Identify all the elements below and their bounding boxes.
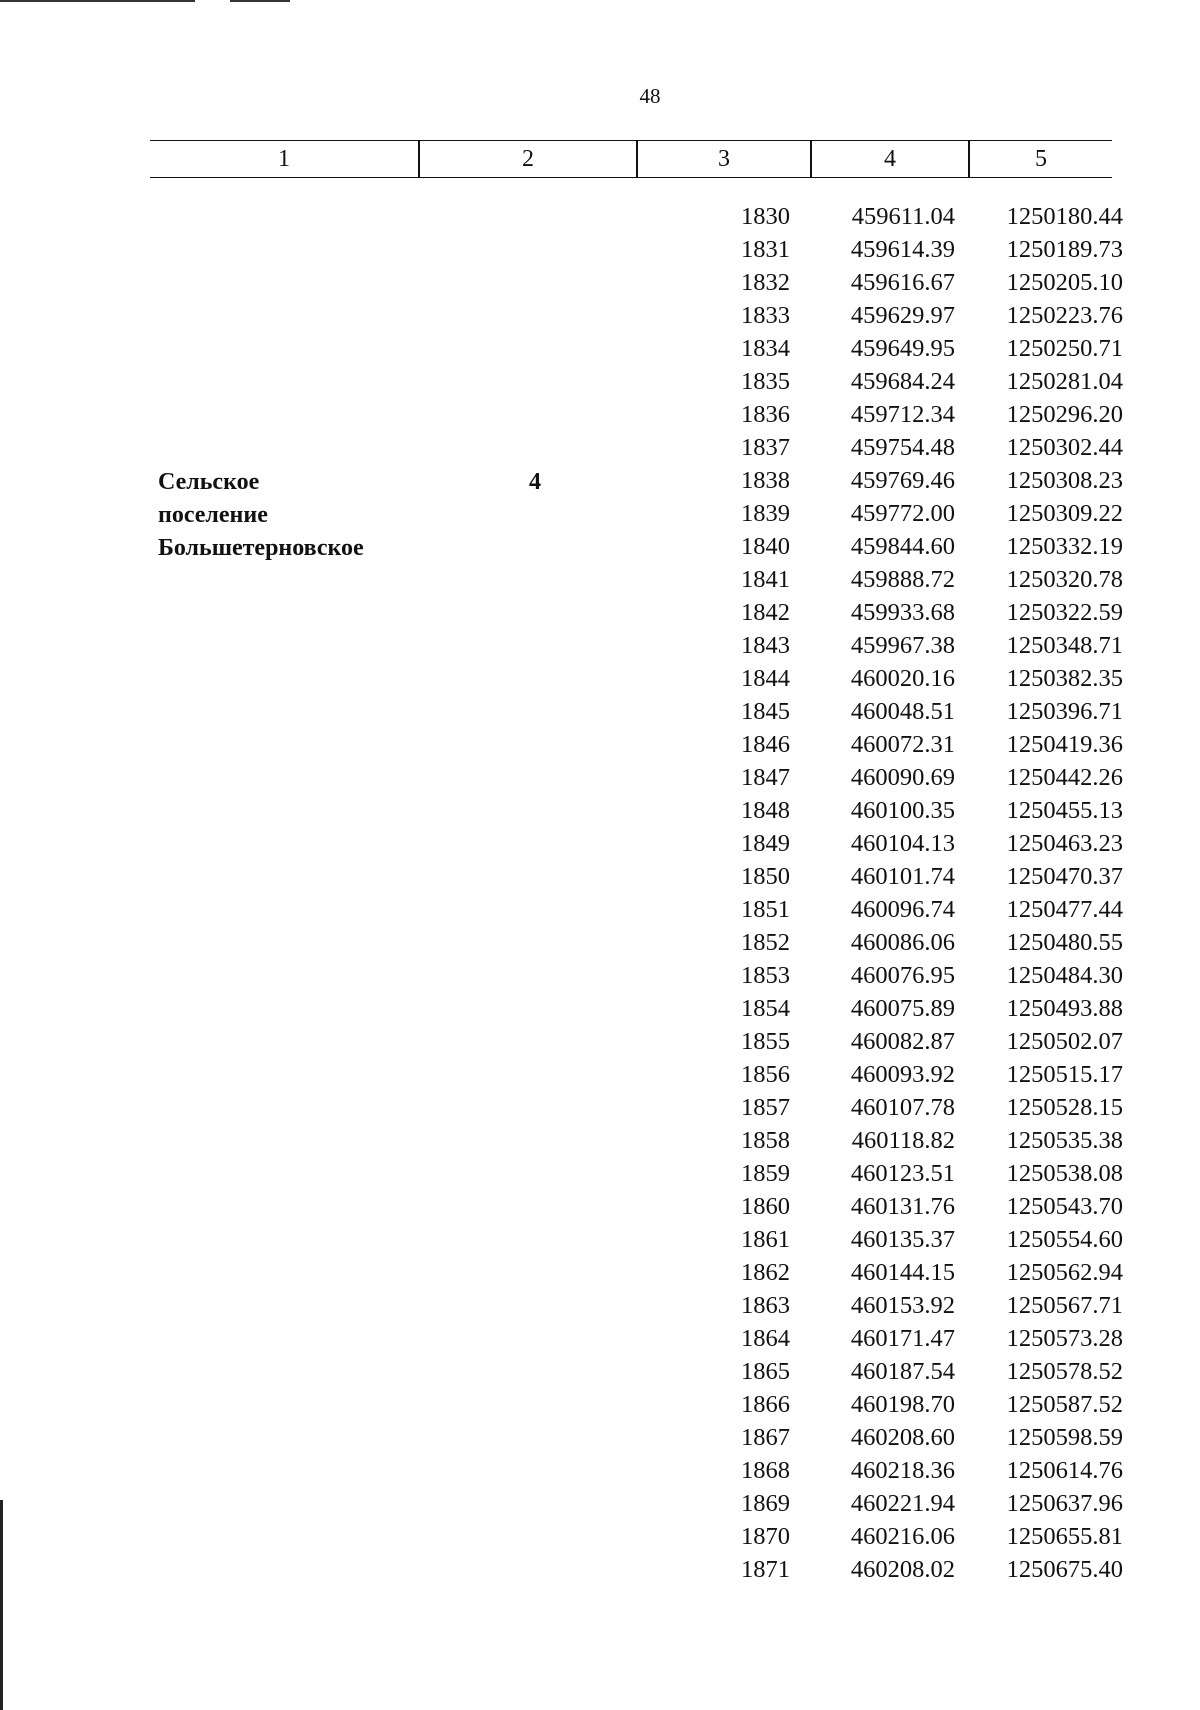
point-number: 1830	[741, 203, 790, 230]
table-row	[0, 629, 1200, 662]
point-number: 1860	[741, 1193, 790, 1220]
y-coordinate: 1250637.96	[1006, 1490, 1123, 1517]
table-row	[0, 893, 1200, 926]
table-row	[0, 728, 1200, 761]
settlement-name-line: Большетерновское	[158, 535, 364, 561]
x-coordinate: 460086.06	[850, 929, 955, 956]
table-row	[0, 1124, 1200, 1157]
header-col-5: 5	[1035, 146, 1047, 172]
table-row	[0, 1553, 1200, 1586]
table-row	[0, 1421, 1200, 1454]
x-coordinate: 460020.16	[850, 665, 955, 692]
x-coordinate: 459769.46	[850, 467, 955, 494]
y-coordinate: 1250484.30	[1006, 962, 1123, 989]
point-number: 1861	[741, 1226, 790, 1253]
y-coordinate: 1250463.23	[1006, 830, 1123, 857]
x-coordinate: 460100.35	[850, 797, 955, 824]
table-row	[0, 1091, 1200, 1124]
table-row	[0, 1256, 1200, 1289]
point-number: 1841	[741, 566, 790, 593]
table-row	[0, 959, 1200, 992]
y-coordinate: 1250309.22	[1006, 500, 1123, 527]
y-coordinate: 1250348.71	[1006, 632, 1123, 659]
point-number: 1846	[741, 731, 790, 758]
point-number: 1850	[741, 863, 790, 890]
point-number: 1851	[741, 896, 790, 923]
x-coordinate: 460208.60	[850, 1424, 955, 1451]
x-coordinate: 460082.87	[850, 1028, 955, 1055]
y-coordinate: 1250332.19	[1006, 533, 1123, 560]
x-coordinate: 459712.34	[850, 401, 955, 428]
header-col-3: 3	[718, 146, 730, 172]
table-row	[0, 431, 1200, 464]
x-coordinate: 460153.92	[850, 1292, 955, 1319]
y-coordinate: 1250223.76	[1006, 302, 1123, 329]
y-coordinate: 1250382.35	[1006, 665, 1123, 692]
x-coordinate: 460076.95	[850, 962, 955, 989]
table-row	[0, 1025, 1200, 1058]
x-coordinate: 460075.89	[850, 995, 955, 1022]
x-coordinate: 460107.78	[850, 1094, 955, 1121]
y-coordinate: 1250614.76	[1006, 1457, 1123, 1484]
point-number: 1865	[741, 1358, 790, 1385]
x-coordinate: 460048.51	[850, 698, 955, 725]
y-coordinate: 1250189.73	[1006, 236, 1123, 263]
point-number: 1864	[741, 1325, 790, 1352]
x-coordinate: 460096.74	[850, 896, 955, 923]
y-coordinate: 1250419.36	[1006, 731, 1123, 758]
scan-edge-mark	[0, 0, 195, 2]
table-row	[0, 794, 1200, 827]
table-row	[0, 860, 1200, 893]
table-row	[0, 1058, 1200, 1091]
y-coordinate: 1250302.44	[1006, 434, 1123, 461]
x-coordinate: 459649.95	[850, 335, 955, 362]
table-header	[150, 140, 1112, 178]
y-coordinate: 1250538.08	[1006, 1160, 1123, 1187]
y-coordinate: 1250535.38	[1006, 1127, 1123, 1154]
x-coordinate: 460104.13	[850, 830, 955, 857]
point-number: 1831	[741, 236, 790, 263]
y-coordinate: 1250587.52	[1006, 1391, 1123, 1418]
x-coordinate: 459684.24	[850, 368, 955, 395]
settlement-name-line: Сельское	[158, 469, 260, 495]
y-coordinate: 1250250.71	[1006, 335, 1123, 362]
x-coordinate: 459611.04	[851, 203, 955, 230]
point-number: 1857	[741, 1094, 790, 1121]
y-coordinate: 1250396.71	[1006, 698, 1123, 725]
table-row	[0, 332, 1200, 365]
y-coordinate: 1250180.44	[1006, 203, 1123, 230]
y-coordinate: 1250493.88	[1006, 995, 1123, 1022]
settlement-code: 4	[529, 469, 541, 495]
y-coordinate: 1250320.78	[1006, 566, 1123, 593]
point-number: 1852	[741, 929, 790, 956]
y-coordinate: 1250442.26	[1006, 764, 1123, 791]
x-coordinate: 460221.94	[850, 1490, 955, 1517]
point-number: 1863	[741, 1292, 790, 1319]
x-coordinate: 459888.72	[850, 566, 955, 593]
point-number: 1835	[741, 368, 790, 395]
point-number: 1856	[741, 1061, 790, 1088]
point-number: 1862	[741, 1259, 790, 1286]
table-row	[0, 1322, 1200, 1355]
x-coordinate: 459616.67	[850, 269, 955, 296]
y-coordinate: 1250477.44	[1006, 896, 1123, 923]
y-coordinate: 1250543.70	[1006, 1193, 1123, 1220]
x-coordinate: 460216.06	[850, 1523, 955, 1550]
point-number: 1853	[741, 962, 790, 989]
table-row	[0, 662, 1200, 695]
y-coordinate: 1250281.04	[1006, 368, 1123, 395]
table-row	[0, 695, 1200, 728]
table-row	[0, 1388, 1200, 1421]
table-row	[0, 1454, 1200, 1487]
coordinates-table	[0, 200, 1200, 1586]
y-coordinate: 1250578.52	[1006, 1358, 1123, 1385]
x-coordinate: 460072.31	[850, 731, 955, 758]
point-number: 1855	[741, 1028, 790, 1055]
point-number: 1837	[741, 434, 790, 461]
point-number: 1834	[741, 335, 790, 362]
table-row	[0, 365, 1200, 398]
point-number: 1843	[741, 632, 790, 659]
y-coordinate: 1250554.60	[1006, 1226, 1123, 1253]
point-number: 1836	[741, 401, 790, 428]
y-coordinate: 1250573.28	[1006, 1325, 1123, 1352]
y-coordinate: 1250655.81	[1006, 1523, 1123, 1550]
point-number: 1870	[741, 1523, 790, 1550]
y-coordinate: 1250502.07	[1006, 1028, 1123, 1055]
point-number: 1847	[741, 764, 790, 791]
y-coordinate: 1250515.17	[1006, 1061, 1123, 1088]
y-coordinate: 1250205.10	[1006, 269, 1123, 296]
table-row	[0, 530, 1200, 563]
point-number: 1844	[741, 665, 790, 692]
point-number: 1845	[741, 698, 790, 725]
table-row	[0, 497, 1200, 530]
point-number: 1869	[741, 1490, 790, 1517]
point-number: 1858	[741, 1127, 790, 1154]
point-number: 1842	[741, 599, 790, 626]
header-col-4: 4	[884, 146, 896, 172]
x-coordinate: 460218.36	[850, 1457, 955, 1484]
x-coordinate: 459629.97	[850, 302, 955, 329]
table-row	[0, 992, 1200, 1025]
point-number: 1867	[741, 1424, 790, 1451]
point-number: 1833	[741, 302, 790, 329]
table-row	[0, 464, 1200, 497]
table-row	[0, 1289, 1200, 1322]
x-coordinate: 459754.48	[850, 434, 955, 461]
point-number: 1866	[741, 1391, 790, 1418]
x-coordinate: 459614.39	[850, 236, 955, 263]
table-row	[0, 827, 1200, 860]
y-coordinate: 1250528.15	[1006, 1094, 1123, 1121]
point-number: 1859	[741, 1160, 790, 1187]
point-number: 1848	[741, 797, 790, 824]
x-coordinate: 460187.54	[850, 1358, 955, 1385]
x-coordinate: 459967.38	[850, 632, 955, 659]
x-coordinate: 460093.92	[850, 1061, 955, 1088]
point-number: 1868	[741, 1457, 790, 1484]
y-coordinate: 1250562.94	[1006, 1259, 1123, 1286]
y-coordinate: 1250598.59	[1006, 1424, 1123, 1451]
x-coordinate: 460171.47	[850, 1325, 955, 1352]
x-coordinate: 460123.51	[850, 1160, 955, 1187]
y-coordinate: 1250675.40	[1006, 1556, 1123, 1583]
table-row	[0, 266, 1200, 299]
x-coordinate: 460198.70	[850, 1391, 955, 1418]
y-coordinate: 1250296.20	[1006, 401, 1123, 428]
x-coordinate: 460208.02	[850, 1556, 955, 1583]
page-number: 48	[639, 84, 661, 108]
point-number: 1849	[741, 830, 790, 857]
table-row	[0, 398, 1200, 431]
x-coordinate: 460101.74	[850, 863, 955, 890]
table-row	[0, 1223, 1200, 1256]
table-row	[0, 563, 1200, 596]
point-number: 1840	[741, 533, 790, 560]
table-row	[0, 1157, 1200, 1190]
x-coordinate: 460144.15	[850, 1259, 955, 1286]
table-row	[0, 1487, 1200, 1520]
y-coordinate: 1250308.23	[1006, 467, 1123, 494]
table-row	[0, 233, 1200, 266]
point-number: 1871	[741, 1556, 790, 1583]
x-coordinate: 459933.68	[850, 599, 955, 626]
point-number: 1832	[741, 269, 790, 296]
y-coordinate: 1250567.71	[1006, 1292, 1123, 1319]
table-row	[0, 596, 1200, 629]
y-coordinate: 1250470.37	[1006, 863, 1123, 890]
point-number: 1854	[741, 995, 790, 1022]
x-coordinate: 460090.69	[850, 764, 955, 791]
x-coordinate: 459772.00	[850, 500, 955, 527]
y-coordinate: 1250480.55	[1006, 929, 1123, 956]
x-coordinate: 459844.60	[850, 533, 955, 560]
table-row	[0, 926, 1200, 959]
x-coordinate: 460118.82	[851, 1127, 955, 1154]
table-row	[0, 1520, 1200, 1553]
table-row	[0, 299, 1200, 332]
table-row	[0, 1355, 1200, 1388]
settlement-name-line: поселение	[158, 502, 268, 528]
point-number: 1838	[741, 467, 790, 494]
header-col-2: 2	[522, 146, 534, 172]
y-coordinate: 1250455.13	[1006, 797, 1123, 824]
table-row	[0, 200, 1200, 233]
x-coordinate: 460135.37	[850, 1226, 955, 1253]
point-number: 1839	[741, 500, 790, 527]
y-coordinate: 1250322.59	[1006, 599, 1123, 626]
x-coordinate: 460131.76	[850, 1193, 955, 1220]
header-col-1: 1	[278, 146, 290, 172]
scan-edge-mark	[230, 0, 290, 2]
table-row	[0, 1190, 1200, 1223]
table-row	[0, 761, 1200, 794]
